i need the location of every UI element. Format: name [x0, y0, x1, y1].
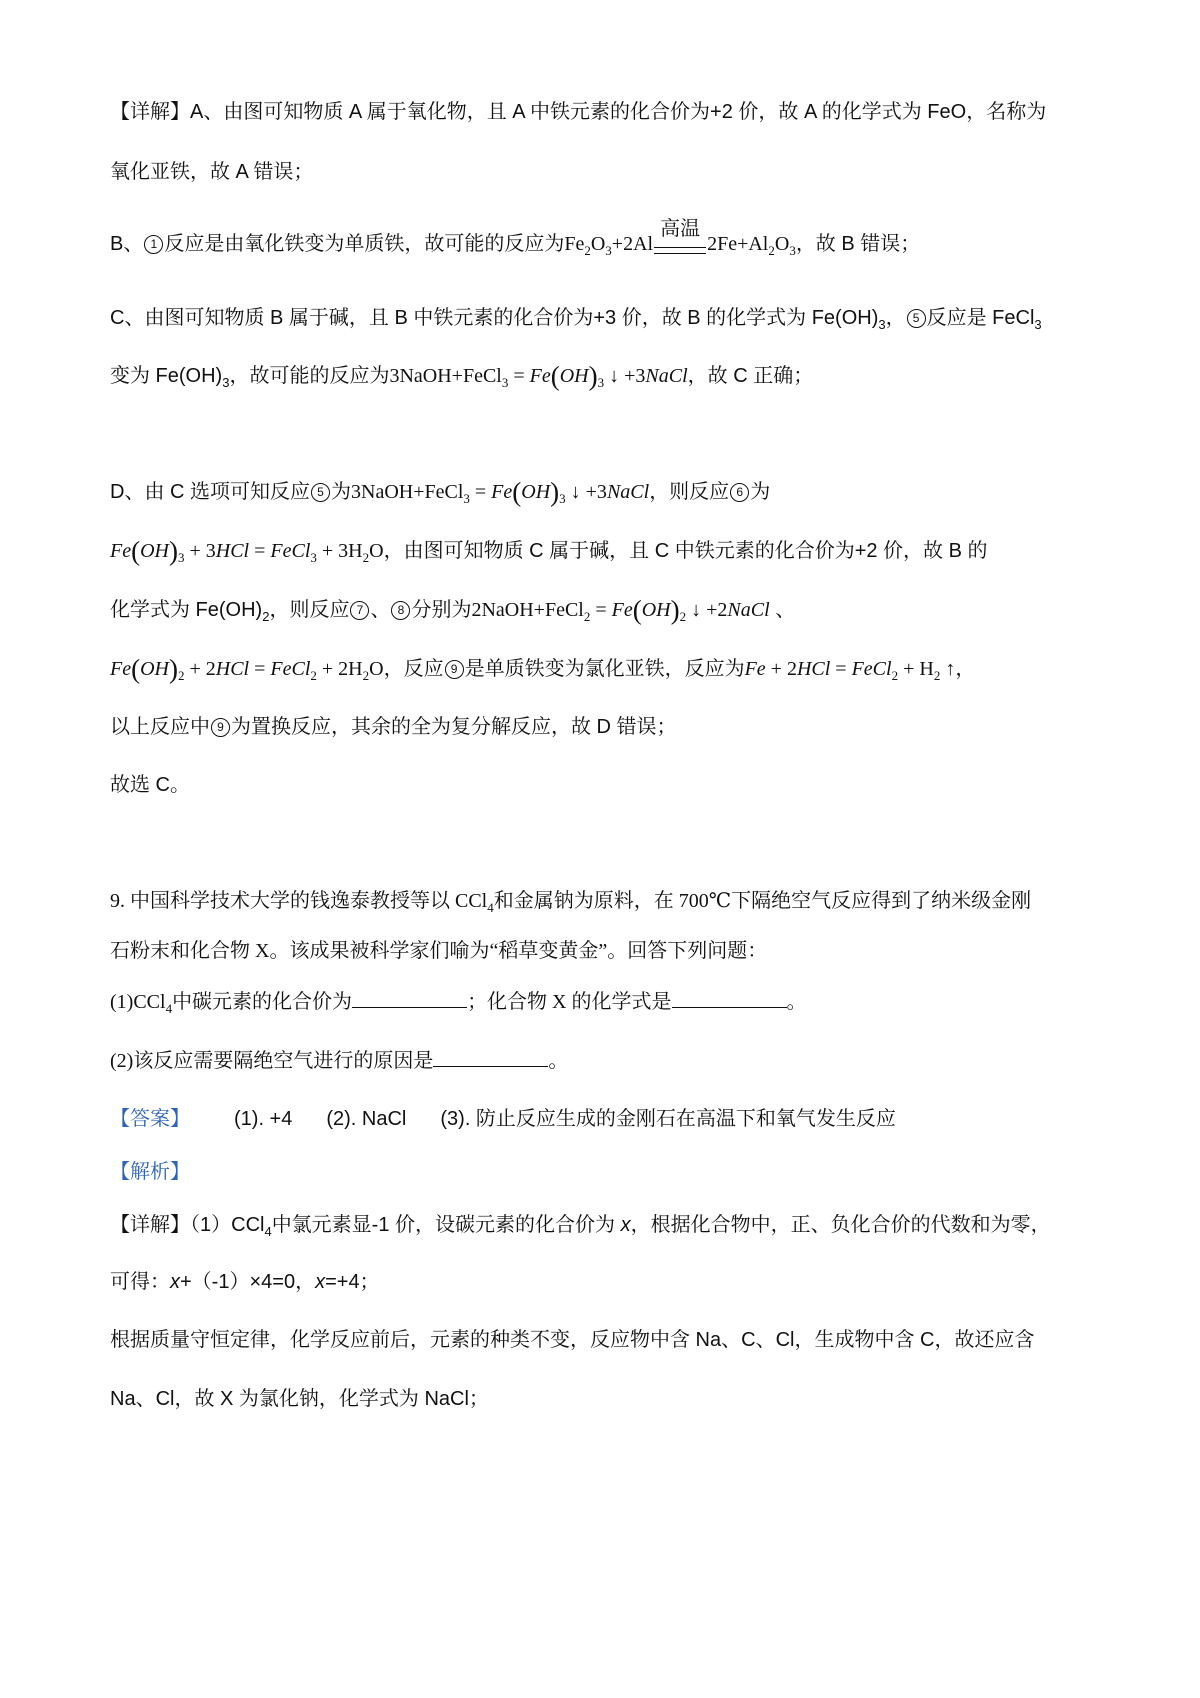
text: ，故 B 错误；: [795, 233, 921, 255]
circled-number-6: 6: [730, 483, 749, 502]
text: ，故 C 正确；: [687, 365, 814, 387]
equation-d2: $Fe(OH)_3 + 3HCl$ = FeCl$_3$ + $3H_2O$: [110, 536, 384, 566]
circled-number-9: 9: [211, 718, 230, 737]
text: 以上反应中: [110, 716, 210, 738]
text: 化学式为 Fe(OH): [110, 599, 263, 621]
condition-high-temp: 高温: [654, 231, 706, 259]
separator: 、: [370, 599, 391, 621]
text: =+4；: [325, 1271, 380, 1293]
text: ，: [955, 658, 976, 680]
equation-d3: 2NaOH+FeCl$_2$ = $Fe(OH)_2$ ↓ +2NaCl: [471, 595, 770, 625]
text: 中氯元素显-1 价，设碳元素的化合价为: [271, 1214, 621, 1236]
text: 反应是由氧化铁变为单质铁，故可能的反应为: [164, 233, 565, 255]
conclusion: 故选 C。: [110, 774, 190, 796]
answer-1: (1). +4: [234, 1108, 293, 1130]
text: 中碳元素的化合价为: [172, 991, 353, 1013]
paragraph-d-line2: [110, 537, 988, 565]
text: ，故可能的反应为: [229, 365, 390, 387]
text: 。: [548, 1050, 569, 1072]
question-9-line1: 9. 中国科学技术大学的钱逸泰教授等以 CCl$_4$和金属钠为原料，在 700℃下隔绝空气反应得到了纳米级金刚: [110, 890, 1032, 915]
equation-d5: Fe + 2HCl = FeCl$_2$ + $H_2$ ↑: [744, 658, 956, 683]
question-9-part1: (1)CCl$_4$中碳元素的化合价为 ；化合物 X 的化学式是 。: [110, 991, 807, 1016]
circled-number-8: 8: [391, 601, 410, 620]
circled-number-9: 9: [445, 660, 464, 679]
variable-x: x: [620, 1214, 631, 1236]
paragraph-d-line5: [110, 713, 677, 741]
text: C、由图可知物质 B 属于碱，且 B 中铁元素的化合价为+3 价，故 B 的化学式为 Fe(OH): [110, 307, 879, 329]
text: 为置换反应，其余的全为复分解反应，故 D 错误；: [231, 716, 677, 738]
paragraph-c-line1: C、由图可知物质 B 属于碱，且 B 中铁元素的化合价为+3 价，故 B 的化学式为 $Fe(OH)_3$， 5 反应是 FeCl$_3$: [110, 307, 1042, 332]
paragraph-a-line1: 【详解】A、由图可知物质 A 属于氧化物，且 A 中铁元素的化合价为+2 价，故 A 的化学式为 FeO，名称为: [110, 101, 1047, 123]
text: 【详解】（1）CCl: [110, 1214, 265, 1236]
text: ，则反应: [269, 599, 350, 621]
text: (1)CCl: [110, 991, 166, 1013]
paragraph-b: [110, 218, 921, 259]
question-9-part2: [110, 1047, 568, 1075]
answer-label: 【答案】: [110, 1108, 190, 1130]
answer-3: (3). 防止反应生成的金刚石在高温下和氧气发生反应: [440, 1108, 896, 1130]
text: 9. 中国科学技术大学的钱逸泰教授等以 CCl: [110, 890, 488, 912]
circled-number-7: 7: [350, 601, 369, 620]
answer-2: (2). NaCl: [326, 1108, 407, 1130]
answer-blank-1[interactable]: [352, 989, 467, 1008]
equation-c: 3NaOH+FeCl$_3$ = $Fe(OH)_3$ ↓ +3NaCl: [389, 361, 688, 391]
analysis-line3: 根据质量守恒定律，化学反应前后，元素的种类不变，反应物中含 Na、C、Cl，生成物中含 C，故还应含: [110, 1329, 1035, 1351]
paragraph-d-line1: [110, 478, 770, 506]
text: 分别为: [411, 599, 472, 621]
text: 为: [750, 481, 771, 503]
text: 、: [769, 599, 796, 621]
answer-blank-3[interactable]: [433, 1048, 548, 1067]
text: ，根据化合物中，正、负化合价的代数和为零，: [630, 1214, 1051, 1236]
equation-d1: 3NaOH+FeCl$_3$ = $Fe(OH)_3$ ↓ +3NaCl: [351, 477, 650, 507]
text: +（-1）×4=0，: [180, 1271, 316, 1293]
text: ，则反应: [649, 481, 730, 503]
analysis-line1: 【详解】（1）CCl$_4$中氯元素显-1 价，设碳元素的化合价为 x，根据化合物中，正、负化合价的代数和为零，: [110, 1214, 1051, 1239]
text: D、由 C 选项可知反应: [110, 481, 310, 503]
text: ，由图可知物质 C 属于碱，且 C 中铁元素的化合价为+2 价，故 B 的: [383, 540, 988, 562]
text: (2)该反应需要隔绝空气进行的原因是: [110, 1050, 434, 1072]
circled-number-5: 5: [907, 309, 926, 328]
question-9-line2: 石粉末和化合物 X。该成果被科学家们喻为“稻草变黄金”。回答下列问题：: [110, 940, 768, 962]
paragraph-d-line4: [110, 655, 975, 683]
paragraph-a-line2: 氧化亚铁，故 A 错误；: [110, 161, 314, 183]
analysis-line2: [110, 1268, 380, 1296]
text: 是单质铁变为氯化亚铁，反应为: [464, 658, 745, 680]
text: 可得：: [110, 1271, 170, 1293]
text: ；化合物 X 的化学式是: [467, 991, 672, 1013]
text: 。: [786, 991, 807, 1013]
circled-number-5: 5: [311, 483, 330, 502]
variable-x: x: [170, 1271, 180, 1293]
answer-line: [110, 1105, 896, 1133]
text: B、: [110, 233, 144, 255]
variable-x: x: [315, 1271, 326, 1293]
answer-blank-2[interactable]: [672, 989, 787, 1008]
analysis-label: 【解析】: [110, 1161, 190, 1183]
circled-number-1: 1: [144, 235, 163, 254]
text: ，反应: [383, 658, 444, 680]
text: 变为 Fe(OH): [110, 365, 223, 387]
equation-d4: $Fe(OH)_2 + 2HCl$ = FeCl$_2$ + $2H_2O$: [110, 654, 384, 684]
paragraph-c-line2: 变为 $Fe(OH)_3$，故可能的反应为3NaOH+FeCl$_3$ = $Fe(OH)_3$ ↓ +3NaCl，故 C 正确；: [110, 361, 814, 391]
paragraph-d-line3: 化学式为 $Fe(OH)_2$，则反应 7 、 8 分别为2NaOH+FeCl$_2$ = $Fe(OH)_2$ ↓ +2NaCl 、: [110, 595, 796, 625]
text: 反应是 FeCl: [926, 307, 1035, 329]
analysis-line4: Na、Cl，故 X 为氯化钠，化学式为 NaCl；: [110, 1388, 489, 1410]
text: 为: [331, 481, 351, 503]
equation-b: $Fe_2O_3+2Al$ 高温 $2Fe+Al_2O_3$: [564, 218, 796, 258]
text: 和金属钠为原料，在 700℃下隔绝空气反应得到了纳米级金刚: [493, 890, 1032, 912]
